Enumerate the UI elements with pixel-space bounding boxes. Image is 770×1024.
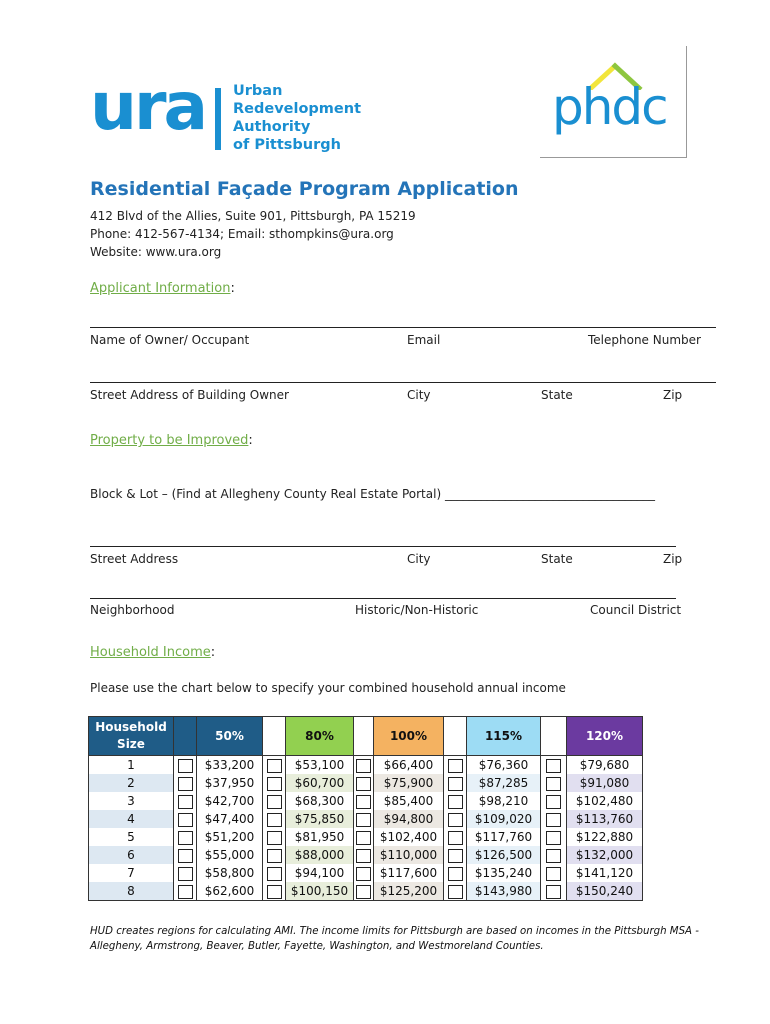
table-row [89,756,643,775]
income-value-cell: $53,100 [286,756,354,775]
checkbox-cell [444,882,467,901]
income-value-cell: $110,000 [374,846,444,864]
checkbox-cell [174,882,197,901]
owner-state-label: State [541,388,573,402]
checkbox-cell [354,810,374,828]
income-checkbox[interactable] [178,885,193,899]
table-spacer [354,717,374,756]
checkbox-cell [354,864,374,882]
checkbox-cell [174,810,197,828]
income-value-cell: $58,800 [197,864,263,882]
checkbox-cell [174,774,197,792]
checkbox-cell [541,810,567,828]
office-address: 412 Blvd of the Allies, Suite 901, Pittsburgh, PA 15219 [90,209,416,223]
checkbox-cell [354,828,374,846]
income-value-cell: $87,285 [467,774,541,792]
checkbox-cell [541,828,567,846]
income-value-cell: $150,240 [567,882,643,901]
income-value-cell: $68,300 [286,792,354,810]
household-size-cell: 8 [89,882,174,901]
income-checkbox[interactable] [267,885,282,899]
income-checkbox[interactable] [178,777,193,791]
income-instruction: Please use the chart below to specify your combined household annual income [90,681,566,695]
owner-city-label: City [407,388,431,402]
income-value-cell: $66,400 [374,756,444,775]
column-header-80: 80% [286,717,354,756]
checkbox-cell [354,756,374,775]
checkbox-cell [444,864,467,882]
income-checkbox[interactable] [267,849,282,863]
table-spacer [263,717,286,756]
income-value-cell: $117,760 [467,828,541,846]
household-size-cell: 7 [89,864,174,882]
income-checkbox[interactable] [356,795,371,809]
income-value-cell: $76,360 [467,756,541,775]
household-size-cell: 4 [89,810,174,828]
ura-logo-divider [215,88,221,150]
checkbox-cell [354,774,374,792]
income-value-cell: $102,480 [567,792,643,810]
owner-name-label: Name of Owner/ Occupant [90,333,250,347]
income-value-cell: $55,000 [197,846,263,864]
checkbox-cell [444,810,467,828]
income-checkbox[interactable] [546,795,561,809]
income-checkbox[interactable] [356,867,371,881]
income-value-cell: $143,980 [467,882,541,901]
income-checkbox[interactable] [546,813,561,827]
ura-name-line: Urban [233,83,283,99]
hud-footnote: HUD creates regions for calculating AMI. The income limits for Pittsburgh are based on incomes in the Pittsburgh MSA - Allegheny, Armstrong, Beaver, Butler, Fayette, Washington, and Westmoreland Counties. [90,926,699,952]
income-checkbox[interactable] [546,849,561,863]
property-zip-label: Zip [663,552,683,566]
income-checkbox[interactable] [356,759,371,773]
table-row [89,810,643,828]
table-row [89,774,643,792]
income-value-cell: $94,100 [286,864,354,882]
owner-street-label: Street Address of Building Owner [90,388,289,402]
checkbox-cell [263,864,286,882]
checkbox-cell [263,828,286,846]
contact-block [90,207,416,261]
income-checkbox[interactable] [356,813,371,827]
income-checkbox[interactable] [448,777,463,791]
checkbox-cell [174,846,197,864]
column-header-50: 50% [197,717,263,756]
income-value-cell: $79,680 [567,756,643,775]
income-value-cell: $62,600 [197,882,263,901]
column-header-100: 100% [374,717,444,756]
income-value-cell: $91,080 [567,774,643,792]
household-size-cell: 3 [89,792,174,810]
income-section-heading: Household Income: [90,645,216,660]
checkbox-cell [541,756,567,775]
income-value-cell: $141,120 [567,864,643,882]
table-spacer [541,717,567,756]
income-checkbox[interactable] [546,885,561,899]
income-checkbox[interactable] [448,813,463,827]
checkbox-cell [354,792,374,810]
council-district-label: Council District [590,603,682,617]
income-value-cell: $132,000 [567,846,643,864]
income-checkbox[interactable] [267,759,282,773]
income-value-cell: $98,210 [467,792,541,810]
table-row [89,846,643,864]
neighborhood-line[interactable] [90,598,676,599]
income-value-cell: $85,400 [374,792,444,810]
table-row [89,882,643,901]
income-value-cell: $117,600 [374,864,444,882]
ura-logo-wordmark: ura [90,68,206,145]
income-checkbox[interactable] [178,867,193,881]
property-heading-text: Property to be Improved [90,433,249,448]
property-section-heading: Property to be Improved: [90,433,253,448]
table-row [89,792,643,810]
ura-logo-name [233,82,361,154]
checkbox-cell [263,882,286,901]
checkbox-cell [541,774,567,792]
income-checkbox[interactable] [356,831,371,845]
income-value-cell: $60,700 [286,774,354,792]
income-value-cell: $81,950 [286,828,354,846]
checkbox-cell [354,846,374,864]
ura-name-line: Authority [233,119,311,135]
income-checkbox[interactable] [546,867,561,881]
income-checkbox[interactable] [267,831,282,845]
income-checkbox[interactable] [356,777,371,791]
income-value-cell: $125,200 [374,882,444,901]
table-spacer [174,717,197,756]
checkbox-cell [541,882,567,901]
property-state-label: State [541,552,573,566]
income-value-cell: $102,400 [374,828,444,846]
income-checkbox[interactable] [546,831,561,845]
checkbox-cell [541,846,567,864]
household-size-cell: 5 [89,828,174,846]
income-value-cell: $51,200 [197,828,263,846]
household-size-cell: 2 [89,774,174,792]
historic-label: Historic/Non-Historic [355,603,479,617]
income-checkbox[interactable] [546,759,561,773]
income-value-cell: $109,020 [467,810,541,828]
income-value-cell: $122,880 [567,828,643,846]
income-checkbox[interactable] [448,849,463,863]
income-checkbox[interactable] [356,885,371,899]
income-value-cell: $37,950 [197,774,263,792]
property-address-line[interactable] [90,546,676,547]
income-checkbox[interactable] [448,795,463,809]
income-value-cell: $126,500 [467,846,541,864]
checkbox-cell [263,756,286,775]
checkbox-cell [174,756,197,775]
household-size-header-line: Household [95,720,167,734]
income-value-cell: $113,760 [567,810,643,828]
income-checkbox[interactable] [178,831,193,845]
checkbox-cell [444,792,467,810]
table-spacer [444,717,467,756]
income-value-cell: $100,150 [286,882,354,901]
income-checkbox[interactable] [267,867,282,881]
checkbox-cell [174,828,197,846]
income-checkbox[interactable] [178,795,193,809]
applicant-heading-text: Applicant Information [90,281,231,296]
income-checkbox[interactable] [178,849,193,863]
checkbox-cell [541,864,567,882]
income-checkbox[interactable] [448,831,463,845]
applicant-section-heading: Applicant Information: [90,281,235,296]
page-title: Residential Façade Program Application [90,178,519,200]
income-value-cell: $42,700 [197,792,263,810]
checkbox-cell [174,864,197,882]
property-city-label: City [407,552,431,566]
checkbox-cell [444,828,467,846]
checkbox-cell [263,792,286,810]
income-checkbox[interactable] [546,777,561,791]
income-checkbox[interactable] [178,759,193,773]
block-lot-field[interactable]: Block & Lot – (Find at Allegheny County Real Estate Portal) ___________________________________ [90,487,655,501]
owner-address-line[interactable] [90,382,716,383]
income-checkbox[interactable] [356,849,371,863]
checkbox-cell [174,792,197,810]
table-row [89,864,643,882]
household-size-header [89,717,174,756]
income-limits-table [88,716,643,901]
income-checkbox[interactable] [267,795,282,809]
checkbox-cell [541,792,567,810]
income-checkbox[interactable] [178,813,193,827]
household-size-header-line: Size [117,737,145,751]
income-checkbox[interactable] [267,777,282,791]
table-row [89,828,643,846]
phdc-logo-wordmark: phdc [552,78,667,136]
income-checkbox[interactable] [448,759,463,773]
owner-zip-label: Zip [663,388,683,402]
email-label: Email [407,333,441,347]
income-value-cell: $75,900 [374,774,444,792]
checkbox-cell [444,846,467,864]
household-size-cell: 6 [89,846,174,864]
checkbox-cell [354,882,374,901]
ura-name-line: of Pittsburgh [233,137,341,153]
contact-info: Phone: 412-567-4134; Email: sthompkins@ura.org [90,227,394,241]
income-value-cell: $33,200 [197,756,263,775]
income-value-cell: $75,850 [286,810,354,828]
telephone-label: Telephone Number [588,333,701,347]
checkbox-cell [263,810,286,828]
owner-info-line[interactable] [90,327,716,328]
column-header-115: 115% [467,717,541,756]
checkbox-cell [263,774,286,792]
checkbox-cell [444,756,467,775]
property-street-label: Street Address [90,552,179,566]
income-checkbox[interactable] [267,813,282,827]
income-value-cell: $94,800 [374,810,444,828]
income-heading-text: Household Income [90,645,211,660]
household-size-cell: 1 [89,756,174,775]
website-info: Website: www.ura.org [90,245,222,259]
income-value-cell: $88,000 [286,846,354,864]
income-value-cell: $47,400 [197,810,263,828]
checkbox-cell [263,846,286,864]
checkbox-cell [444,774,467,792]
income-checkbox[interactable] [448,867,463,881]
ura-name-line: Redevelopment [233,101,362,117]
income-checkbox[interactable] [448,885,463,899]
income-value-cell: $135,240 [467,864,541,882]
column-header-120: 120% [567,717,643,756]
neighborhood-label: Neighborhood [90,603,175,617]
